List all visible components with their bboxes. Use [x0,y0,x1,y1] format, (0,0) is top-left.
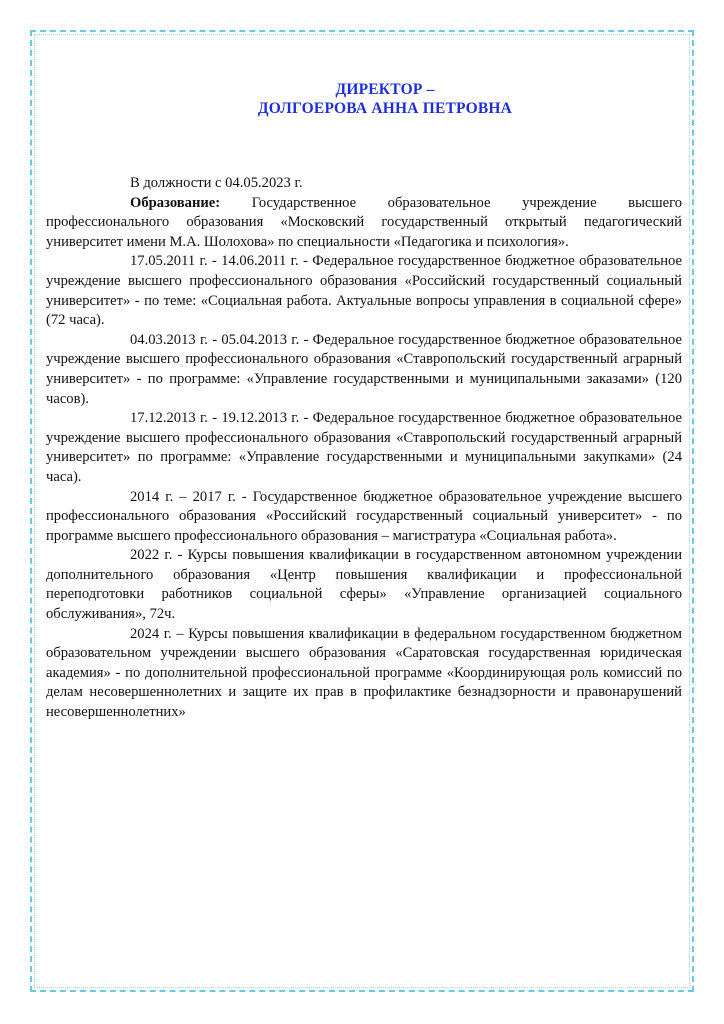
document-content [46,80,682,723]
education-label: Образование: [130,194,221,211]
title-line-2: ДОЛГОЕРОВА АННА ПЕТРОВНА [257,100,513,117]
entry-paragraph: 17.05.2011 г. - 14.06.2011 г. - Федеральное государственное бюджетное образовательное учреждение высшего профессионального образования «Российский государственный социальный университет» - по теме: «Социальная работа. Актуальные вопросы управления в социальной сфере» (72 часа). [46,253,682,329]
document-title [88,80,682,118]
position-since: В должности с 04.05.2023 г. [130,175,303,191]
entry-paragraph: 2024 г. – Курсы повышения квалификации в федеральном государственном бюджетном образовательном учреждении высшего образования «Саратовская государственная юридическая академия» - по дополнительной профессиональной программе «Координирующая роль комиссий по делам несовершеннолетних и защите их прав в профилактике безнадзорности и правонарушений несовершеннолетних» [46,625,682,721]
education-paragraph [46,194,682,253]
title-line-1: ДИРЕКТОР – [335,81,435,98]
entry-paragraph: 17.12.2013 г. - 19.12.2013 г. - Федеральное государственное бюджетное образовательное учреждение высшего профессионального образования «Ставропольский государственный аграрный университет» по программе: «Управление государственными и муниципальными закупками» (24 часа). [46,410,682,485]
education-text: Государственное образовательное учреждение высшего профессионального образования «Московский государственный открытый педагогический университет имени М.А. Шолохова» по специальности «Педагогика и психология». [46,194,682,250]
entry-paragraph: 2014 г. – 2017 г. - Государственное бюджетное образовательное учреждение высшего профессионального образования «Российский государственный социальный университет» - по программе высшего профессионального образования – магистратура «Социальная работа». [46,488,682,544]
entry-paragraph: 04.03.2013 г. - 05.04.2013 г. - Федеральное государственное бюджетное образовательное учреждение высшего профессионального образования «Ставропольский государственный аграрный университет» - по программе: «Управление государственными и муниципальными заказами» (120 часов). [46,331,682,407]
entry-paragraph: 2022 г. - Курсы повышения квалификации в государственном автономном учреждении дополнительного образования «Центр повышения квалификации и профессиональной переподготовки работников социальной сферы» «Управление организацией социального обслуживания», 72ч. [46,547,682,623]
document-body [46,174,682,723]
